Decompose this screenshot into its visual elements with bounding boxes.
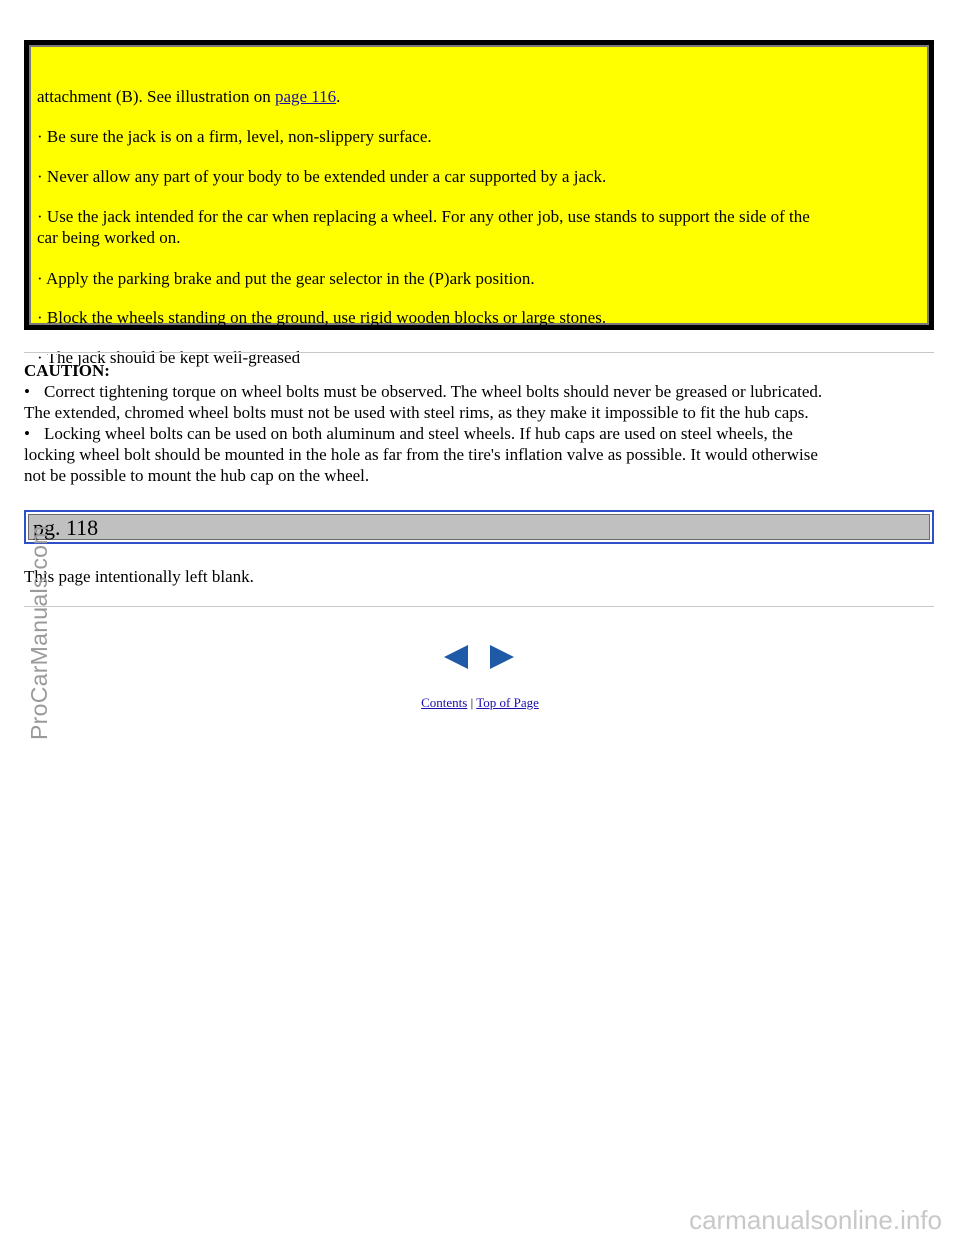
page-116-link[interactable]: page 116	[274, 87, 337, 106]
side-watermark: ProCarManuals.com	[26, 525, 52, 740]
caution-title: CAUTION:	[24, 361, 110, 380]
next-arrow-icon[interactable]	[488, 643, 516, 671]
warning-intro: attachment (B). See illustration on page 116.	[37, 87, 341, 106]
page-header-bar	[24, 510, 934, 544]
previous-arrow-icon[interactable]	[442, 643, 470, 671]
warning-item: · Never allow any part of your body to be extended under a car supported by a jack.	[37, 167, 607, 186]
warning-item: · Apply the parking brake and put the gear selector in the (P)ark position.	[37, 269, 535, 288]
page-number-label: pg. 118	[28, 514, 930, 540]
caution-bullet: • Correct tightening torque on wheel bolts must be observed. The wheel bolts should never be greased or lubricated. The extended, chromed wheel bolts must not be used with steel rims, as they make it impossible to fit the hub caps.	[24, 382, 823, 422]
divider	[24, 606, 934, 608]
divider	[24, 352, 934, 354]
caution-section	[24, 360, 934, 486]
warning-item: · Use the jack intended for the car when replacing a wheel. For any other job, use stands to support the side of the	[37, 207, 810, 226]
warning-item: · The jack should be kept well-greased	[37, 348, 301, 367]
blank-page-note: This page intentionally left blank.	[24, 567, 254, 586]
contents-link[interactable]: Contents	[421, 695, 468, 710]
bullet-icon: •	[24, 382, 30, 401]
footer-links	[0, 694, 960, 712]
warning-item-continuation: car being worked on.	[37, 228, 181, 247]
top-of-page-link[interactable]: Top of Page	[476, 695, 539, 710]
warning-item: · Block the wheels standing on the ground, use rigid wooden blocks or large stones.	[37, 308, 607, 327]
warning-box-inner	[29, 45, 929, 367]
warning-box	[24, 40, 934, 367]
warning-item: · Be sure the jack is on a firm, level, non-slippery surface.	[37, 127, 432, 146]
bottom-watermark: carmanualsonline.info	[689, 1205, 942, 1235]
link-separator: |	[470, 695, 474, 710]
caution-bullet: • Locking wheel bolts can be used on both aluminum and steel wheels. If hub caps are used on steel wheels, the locking wheel bolt should be mounted in the hole as far from the tire's inflation valve as possible. It would otherwise not be possible to mount the hub cap on the wheel.	[24, 424, 818, 485]
bullet-icon: •	[24, 424, 30, 443]
page-navigation	[442, 643, 522, 671]
